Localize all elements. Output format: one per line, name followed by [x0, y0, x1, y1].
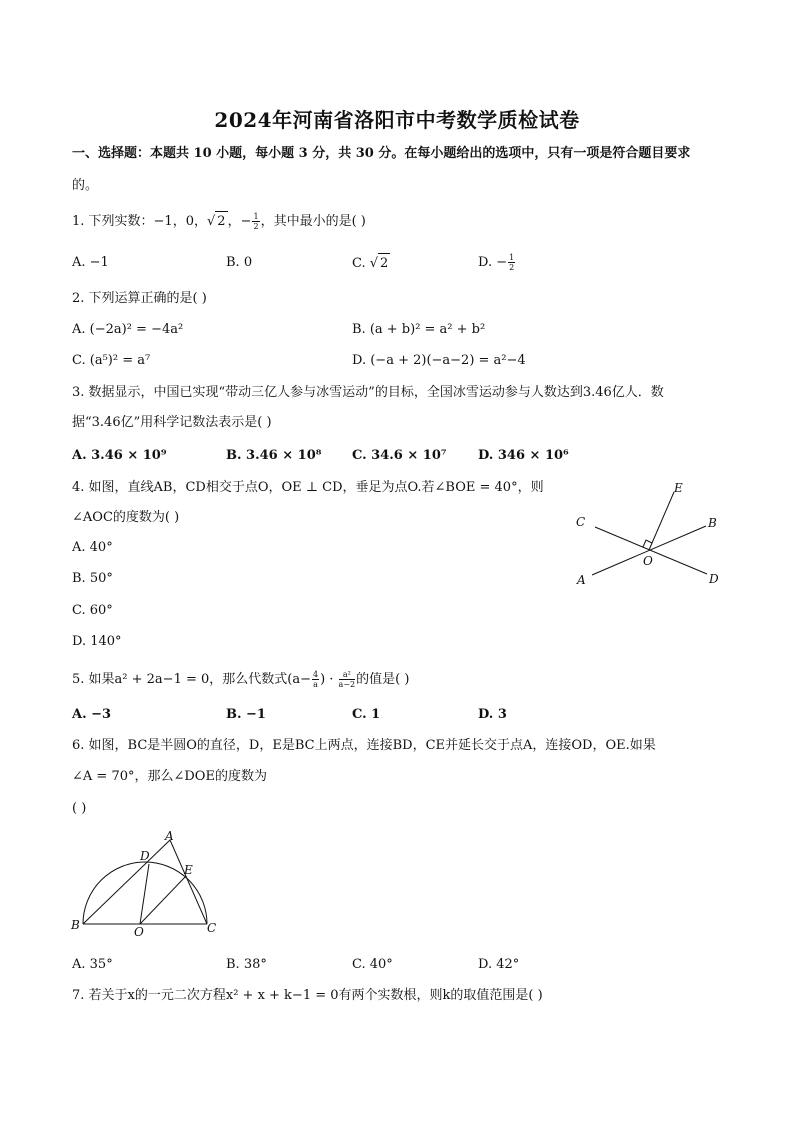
q5-option-c: C. 1 [352, 707, 381, 722]
q1-fraction-denominator: 2 [253, 222, 259, 231]
q2-option-a: A. (−2a)² = −4a² [72, 322, 184, 337]
question-2-stem: 2. 下列运算正确的是( ) [72, 291, 207, 306]
q2-option-d: D. (−a + 2)(−a−2) = a²−4 [352, 353, 526, 368]
q3-option-d: D. 346 × 10⁶ [478, 448, 569, 463]
q1-option-c [352, 253, 390, 274]
q1-option-c-label: C. [352, 256, 370, 271]
q4-option-b: B. 50° [72, 571, 113, 586]
q3-option-a: A. 3.46 × 10⁹ [72, 448, 167, 463]
q6-option-b: B. 38° [226, 957, 267, 972]
q1-option-d-label: D. − [478, 255, 508, 270]
q5-fraction-1 [312, 670, 319, 689]
question-7-stem: 7. 若关于x的一元二次方程x² + x + k−1 = 0有两个实数根，则k的取值范围是( ) [72, 988, 543, 1003]
q2-option-b: B. (a + b)² = a² + b² [352, 322, 486, 337]
q5-fraction-2-numerator: a² [339, 670, 356, 680]
q1-option-c-radicand: 2 [378, 253, 390, 274]
question-3-line2: 据“3.46亿”用科学记数法表示是( ) [72, 415, 272, 430]
q1-fraction [252, 212, 259, 231]
label-a: A [577, 573, 586, 587]
q6-option-c: C. 40° [352, 957, 393, 972]
q5-option-b: B. −1 [226, 707, 266, 722]
q4-option-d: D. 140° [72, 634, 122, 649]
q5-prefix: 5. 如果a² + 2a−1 = 0，那么代数式(a− [72, 672, 311, 687]
q4-option-a: A. 40° [72, 540, 113, 555]
q1-option-b: B. 0 [226, 255, 253, 270]
q5-fraction-2-denominator: a−2 [338, 680, 356, 689]
q5-option-a: A. −3 [72, 707, 112, 722]
question-5-stem [72, 670, 409, 690]
q5-fraction-1-denominator: a [313, 680, 318, 689]
q1-option-a: A. −1 [72, 255, 109, 270]
q1-option-d-denominator: 2 [509, 263, 515, 272]
q1-option-d-numerator: 1 [509, 253, 515, 262]
q5-suffix: 的值是( ) [356, 672, 410, 687]
label-b: B [708, 516, 717, 530]
q5-option-d: D. 3 [478, 707, 507, 722]
section1-instruction-line1: 一、选择题：本题共 10 小题，每小题 3 分，共 30 分。在每小题给出的选项中，只有一项是符合题目要求 [72, 146, 691, 161]
q1-fraction-numerator: 1 [253, 212, 259, 221]
q3-option-b: B. 3.46 × 10⁸ [226, 448, 322, 463]
section1-instruction-line2: 的。 [72, 178, 99, 193]
sqrt-symbol: √ [369, 256, 379, 271]
q6-option-d: D. 42° [478, 957, 520, 972]
label-c: C [207, 921, 217, 935]
q4-figure-intersecting-lines [570, 475, 730, 595]
q3-option-c: C. 34.6 × 10⁷ [352, 448, 447, 463]
q6-figure-semicircle [66, 828, 226, 940]
label-e: E [674, 481, 683, 495]
label-o: O [643, 554, 653, 568]
q1-prefix: 1. 下列实数：−1，0， [72, 214, 207, 229]
sqrt-symbol: √ [206, 214, 216, 229]
label-c: C [576, 515, 586, 529]
q1-radicand: 2 [215, 211, 227, 232]
q1-option-d [478, 253, 516, 273]
question-6-line2: ∠A = 70°，那么∠DOE的度数为 [72, 769, 267, 784]
segment-ba [83, 840, 170, 924]
question-4-line2: ∠AOC的度数为( ) [72, 510, 180, 525]
q6-option-a: A. 35° [72, 957, 113, 972]
question-6-line1: 6. 如图，BC是半圆O的直径，D，E是BC上两点，连接BD，CE并延长交于点A，连接OD，OE.如果 [72, 738, 656, 753]
label-d: D [140, 849, 150, 863]
label-o: O [134, 925, 144, 939]
q5-fraction-2 [339, 670, 356, 689]
page-title: 2024年河南省洛阳市中考数学质检试卷 [214, 108, 580, 132]
q5-fraction-1-numerator: 4 [312, 670, 319, 679]
q5-mid: ) · [320, 672, 338, 687]
label-b: B [71, 918, 80, 932]
label-e: E [184, 863, 193, 877]
q1-option-d-fraction [508, 253, 515, 272]
segment-oe [140, 876, 186, 924]
question-3-line1: 3. 数据显示，中国已实现“带动三亿人参与冰雪运动”的目标，全国冰雪运动参与人数达到3.46亿人．数 [72, 385, 664, 400]
label-a: A [165, 829, 174, 843]
question-4-line1: 4. 如图，直线AB，CD相交于点O，OE ⊥ CD，垂足为点O.若∠BOE = 40°，则 [72, 480, 544, 495]
question-1-stem [72, 211, 366, 232]
q1-suffix: ，其中最小的是( ) [260, 214, 366, 229]
q4-option-c: C. 60° [72, 603, 113, 618]
label-d: D [709, 572, 719, 586]
q1-mid: ，− [227, 214, 252, 229]
question-6-line3: ( ) [72, 801, 87, 816]
segment-ca [170, 840, 207, 924]
q2-option-c: C. (a⁵)² = a⁷ [72, 353, 151, 368]
segment-od [140, 864, 149, 924]
